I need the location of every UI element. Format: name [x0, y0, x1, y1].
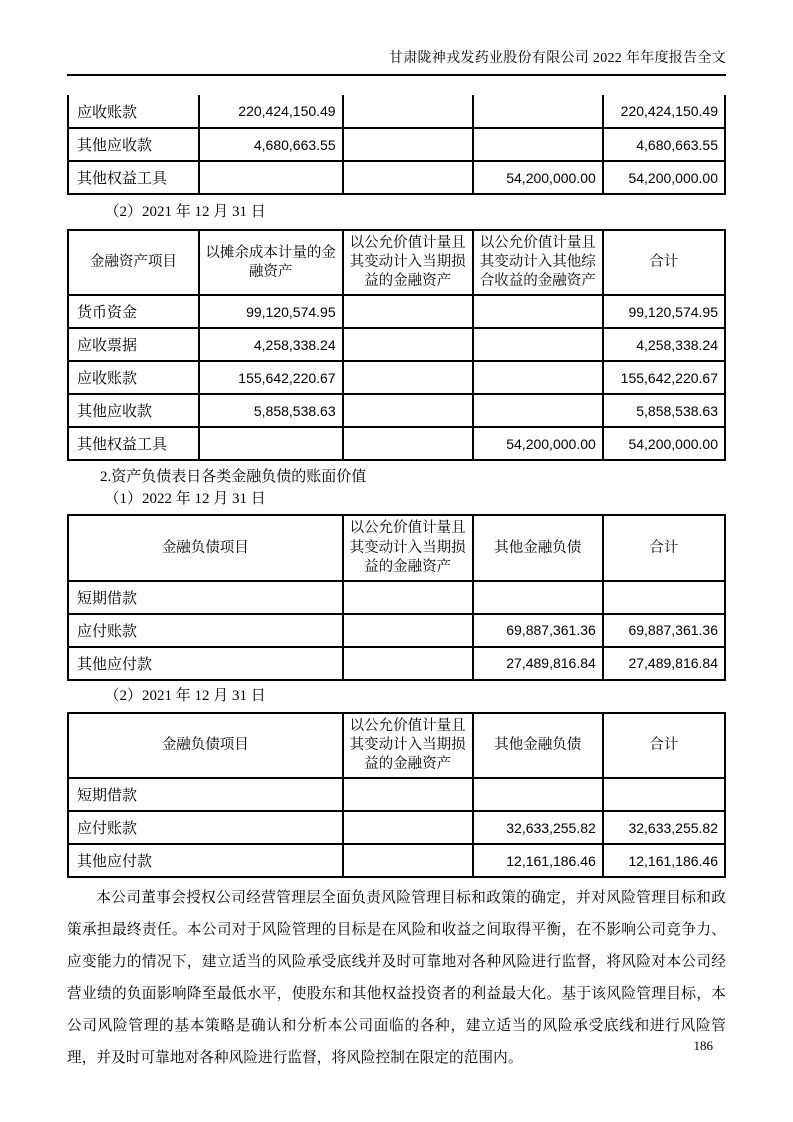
table-cell [473, 295, 603, 328]
table-header-cell: 金融负债项目 [68, 713, 343, 778]
table-row [68, 394, 725, 427]
table-cell [199, 161, 343, 194]
table-row [68, 128, 725, 161]
table-cell: 27,489,816.84 [603, 647, 725, 680]
table-cell [473, 95, 603, 128]
section-heading-liabilities-2021: （2）2021 年 12 月 31 日 [104, 687, 266, 704]
table-row [68, 778, 725, 811]
table-cell [343, 394, 473, 427]
table-cell: 短期借款 [68, 581, 343, 614]
table-cell: 4,680,663.55 [603, 128, 725, 161]
table-header-cell: 以摊余成本计量的金融资产 [199, 230, 343, 295]
table-cell: 32,633,255.82 [603, 811, 725, 844]
table-header-cell: 以公允价值计量且其变动计入当期损益的金融资产 [343, 713, 473, 778]
table-cell: 54,200,000.00 [473, 161, 603, 194]
table-cell: 应收账款 [68, 361, 199, 394]
table-header-cell: 其他金融负债 [473, 515, 603, 580]
table-cell [343, 778, 473, 811]
table-cell [473, 128, 603, 161]
financial-assets-2021-table [67, 229, 726, 461]
table-header-cell: 合计 [603, 515, 725, 580]
table-cell: 12,161,186.46 [603, 844, 725, 877]
table-cell: 4,258,338.24 [199, 328, 343, 361]
table-cell: 其他权益工具 [68, 427, 199, 460]
table-cell [343, 161, 473, 194]
table-cell [343, 295, 473, 328]
table-row [68, 427, 725, 460]
table-header-cell: 以公允价值计量且其变动计入其他综合收益的金融资产 [473, 230, 603, 295]
table-cell: 短期借款 [68, 778, 343, 811]
table-header-row [68, 713, 725, 778]
table-row [68, 161, 725, 194]
table-cell: 12,161,186.46 [473, 844, 603, 877]
table-row [68, 647, 725, 680]
table-cell: 155,642,220.67 [199, 361, 343, 394]
table-cell: 69,887,361.36 [473, 614, 603, 647]
table-header-cell: 以公允价值计量且其变动计入当期损益的金融资产 [343, 515, 473, 580]
table-row [68, 581, 725, 614]
table-cell: 5,858,538.63 [199, 394, 343, 427]
table-cell: 其他应付款 [68, 844, 343, 877]
table-cell [343, 844, 473, 877]
table-cell: 220,424,150.49 [199, 95, 343, 128]
table-cell: 220,424,150.49 [603, 95, 725, 128]
table-cell: 应收账款 [68, 95, 199, 128]
table-header-cell: 以公允价值计量且其变动计入当期损益的金融资产 [343, 230, 473, 295]
table-cell [343, 128, 473, 161]
page-content [0, 50, 793, 1074]
table-cell [603, 778, 725, 811]
table-cell [473, 328, 603, 361]
table-cell: 4,680,663.55 [199, 128, 343, 161]
table-cell: 99,120,574.95 [199, 295, 343, 328]
table-header-cell: 金融负债项目 [68, 515, 343, 580]
table-cell: 应付账款 [68, 614, 343, 647]
financial-liabilities-2021-table [67, 712, 726, 878]
table-row [68, 811, 725, 844]
table-header-cell: 金融资产项目 [68, 230, 199, 295]
table-cell [473, 581, 603, 614]
table-cell [343, 361, 473, 394]
table-cell: 54,200,000.00 [603, 161, 725, 194]
section-heading-liabilities: 2.资产负债表日各类金融负债的账面价值 [100, 469, 367, 486]
table-cell [343, 95, 473, 128]
table-row [68, 328, 725, 361]
financial-liabilities-2022-table [67, 514, 726, 680]
table-cell [473, 394, 603, 427]
page-number: 186 [693, 1038, 713, 1053]
table-header-cell: 合计 [603, 230, 725, 295]
table-header-cell: 其他金融负债 [473, 713, 603, 778]
table-cell [343, 581, 473, 614]
table-cell: 应收票据 [68, 328, 199, 361]
table-cell: 其他应收款 [68, 394, 199, 427]
table-cell: 27,489,816.84 [473, 647, 603, 680]
table-cell: 155,642,220.67 [603, 361, 725, 394]
table-cell [199, 427, 343, 460]
table-cell: 69,887,361.36 [603, 614, 725, 647]
section-heading-liabilities-2022: （1）2022 年 12 月 31 日 [104, 491, 266, 508]
table-cell [473, 361, 603, 394]
table-row [68, 295, 725, 328]
table-cell: 其他应收款 [68, 128, 199, 161]
table-cell: 应付账款 [68, 811, 343, 844]
table-cell: 54,200,000.00 [473, 427, 603, 460]
table-cell: 5,858,538.63 [603, 394, 725, 427]
table-cell: 32,633,255.82 [473, 811, 603, 844]
table-cell [343, 328, 473, 361]
table-cell [343, 427, 473, 460]
table-row [68, 95, 725, 128]
table-cell [343, 811, 473, 844]
table-cell: 54,200,000.00 [603, 427, 725, 460]
table-cell [343, 614, 473, 647]
table-row [68, 614, 725, 647]
table-cell: 4,258,338.24 [603, 328, 725, 361]
table-cell [343, 647, 473, 680]
financial-assets-2022-table-continued [67, 95, 726, 195]
section-heading-assets-2021: （2）2021 年 12 月 31 日 [104, 204, 266, 220]
table-row [68, 844, 725, 877]
table-cell: 其他权益工具 [68, 161, 199, 194]
table-header-row [68, 515, 725, 580]
table-cell: 货币资金 [68, 295, 199, 328]
table-cell [473, 778, 603, 811]
table-header-cell: 合计 [603, 713, 725, 778]
risk-management-paragraph: 本公司董事会授权公司经营管理层全面负责风险管理目标和政策的确定，并对风险管理目标和政策承担最终责任。本公司对于风险管理的目标是在风险和收益之间取得平衡，在不影响公司竞争力、应变能力的情况下，建立适当的风险承受底线并及时可靠地对各种风险进行监督，将风险对本公司经营业绩的负面影响降至最低水平，使股东和其他权益投资者的利益最大化。基于该风险管理目标，本公司风险管理的基本策略是确认和分析本公司面临的各种，建立适当的风险承受底线和进行风险管理，并及时可靠地对各种风险进行监督，将风险控制在限定的范围内。 [67, 890, 726, 1067]
table-row [68, 361, 725, 394]
table-cell [603, 581, 725, 614]
table-cell: 其他应付款 [68, 647, 343, 680]
table-cell: 99,120,574.95 [603, 295, 725, 328]
report-header-title: 甘肃陇神戎发药业股份有限公司 2022 年年度报告全文 [67, 50, 726, 76]
table-header-row [68, 230, 725, 295]
